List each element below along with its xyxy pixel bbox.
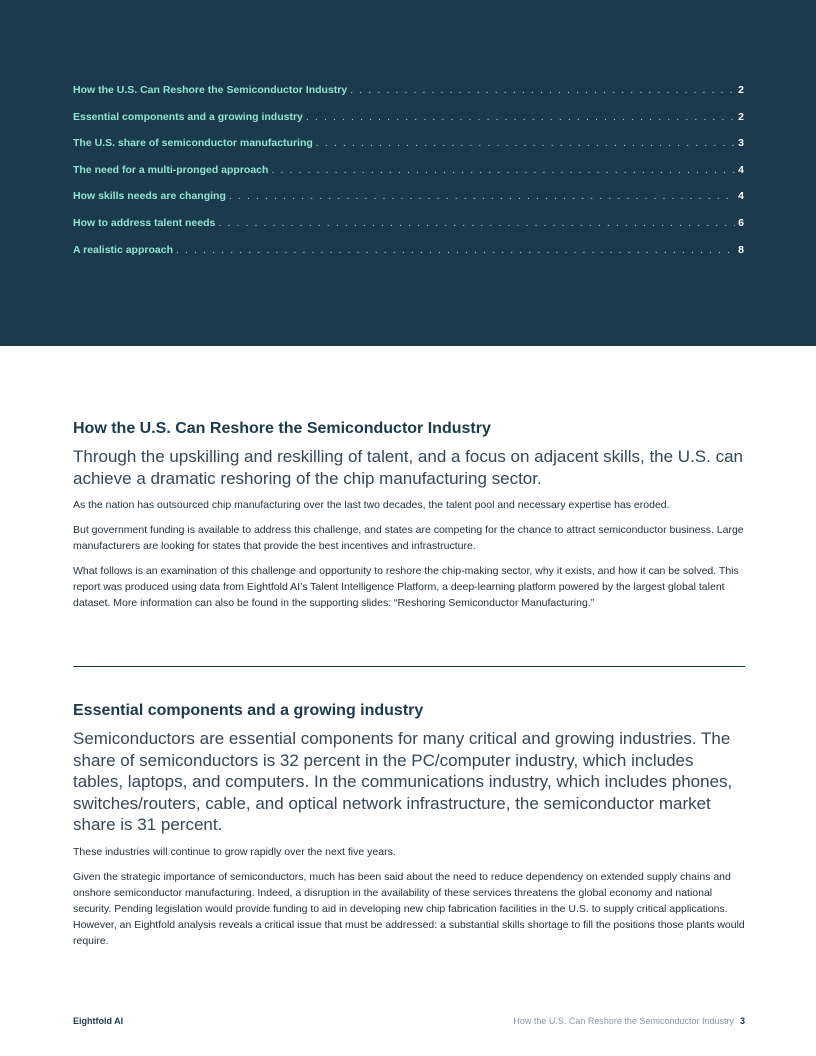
toc-item-page: 8 <box>738 243 744 256</box>
toc-leader-dots <box>316 137 735 149</box>
footer-brand: Eightfold AI <box>73 1016 124 1026</box>
toc-item-page: 2 <box>738 110 744 123</box>
toc-item-title: How the U.S. Can Reshore the Semiconductor Industry <box>73 84 348 96</box>
footer-doc-title: How the U.S. Can Reshore the Semiconductor Industry <box>513 1016 734 1026</box>
toc-item-title: The U.S. share of semiconductor manufacturing <box>73 137 313 150</box>
toc-item[interactable] <box>73 111 744 138</box>
section-essential-components <box>73 702 745 958</box>
toc-leader-dots <box>350 84 735 96</box>
section-heading: How the U.S. Can Reshore the Semiconductor Industry <box>73 420 491 437</box>
toc-item-title: How to address talent needs <box>73 216 216 229</box>
section-lead: Semiconductors are essential components for many critical and growing industries. The share of semiconductors is 32 percent in the PC/computer industry, which includes tables, laptops, and computers. In the communications industry, which includes phones, switches/routers, cable, and optical network infrastructure, the semiconductor market share is 31 percent. <box>73 729 733 834</box>
body-paragraph: These industries will continue to grow rapidly over the next five years. <box>73 845 396 858</box>
footer-doc-info <box>513 1016 745 1026</box>
toc-item-page: 4 <box>738 163 744 176</box>
toc-item[interactable] <box>73 137 744 164</box>
table-of-contents <box>0 0 816 346</box>
toc-item-title: How skills needs are changing <box>73 190 226 203</box>
toc-item-page: 3 <box>738 137 744 150</box>
toc-leader-dots <box>306 111 735 123</box>
body-paragraph: As the nation has outsourced chip manufacturing over the last two decades, the talent pool and necessary expertise has eroded. <box>73 499 670 511</box>
section-divider <box>73 666 745 667</box>
toc-item-title: Essential components and a growing industry <box>73 110 303 123</box>
toc-leader-dots <box>218 217 735 229</box>
body-paragraph: What follows is an examination of this challenge and opportunity to reshore the chip-making sector, why it exists, and how it can be solved. This report was produced using data from Eightfold AI’s Talent Intelligence Platform, a deep-learning platform powered by the largest global talent dataset. More information can also be found in the supporting slides: “Reshoring Semiconductor Manufacturing.” <box>73 565 739 609</box>
toc-item[interactable] <box>73 164 744 191</box>
footer-page-number: 3 <box>739 1016 745 1026</box>
toc-item-page: 4 <box>738 190 744 203</box>
section-lead: Through the upskilling and reskilling of talent, and a focus on adjacent skills, the U.S. can achieve a dramatic reshoring of the chip manufacturing sector. <box>73 447 743 488</box>
section-reshore <box>73 420 745 620</box>
toc-item[interactable] <box>73 190 744 217</box>
toc-item[interactable] <box>73 84 744 111</box>
toc-item[interactable] <box>73 217 744 244</box>
toc-leader-dots <box>271 164 735 176</box>
toc-item-page: 6 <box>738 216 744 229</box>
toc-item[interactable] <box>73 244 744 271</box>
body-paragraph: Given the strategic importance of semiconductors, much has been said about the need to reduce dependency on extended supply chains and onshore semiconductor manufacturing. Indeed, a disruption in the availability of these services threatens the global economy and national security. Pending legislation would provide funding to aid in developing new chip fabrication facilities in the U.S. to supply critical applications. However, an Eightfold analysis reveals a critical issue that must be addressed: a substantial skills shortage to fill the positions those plants would require. <box>73 870 745 947</box>
toc-list <box>73 84 744 270</box>
toc-leader-dots <box>176 244 735 256</box>
toc-leader-dots <box>229 190 735 202</box>
body-paragraph: But government funding is available to address this challenge, and states are competing for the chance to attract semiconductor business. Large manufacturers are looking for states that provide the best incentives and infrastructure. <box>73 524 744 552</box>
toc-item-page: 2 <box>738 84 744 96</box>
toc-item-title: A realistic approach <box>73 243 173 256</box>
section-heading: Essential components and a growing industry <box>73 702 424 719</box>
toc-item-title: The need for a multi-pronged approach <box>73 163 269 176</box>
